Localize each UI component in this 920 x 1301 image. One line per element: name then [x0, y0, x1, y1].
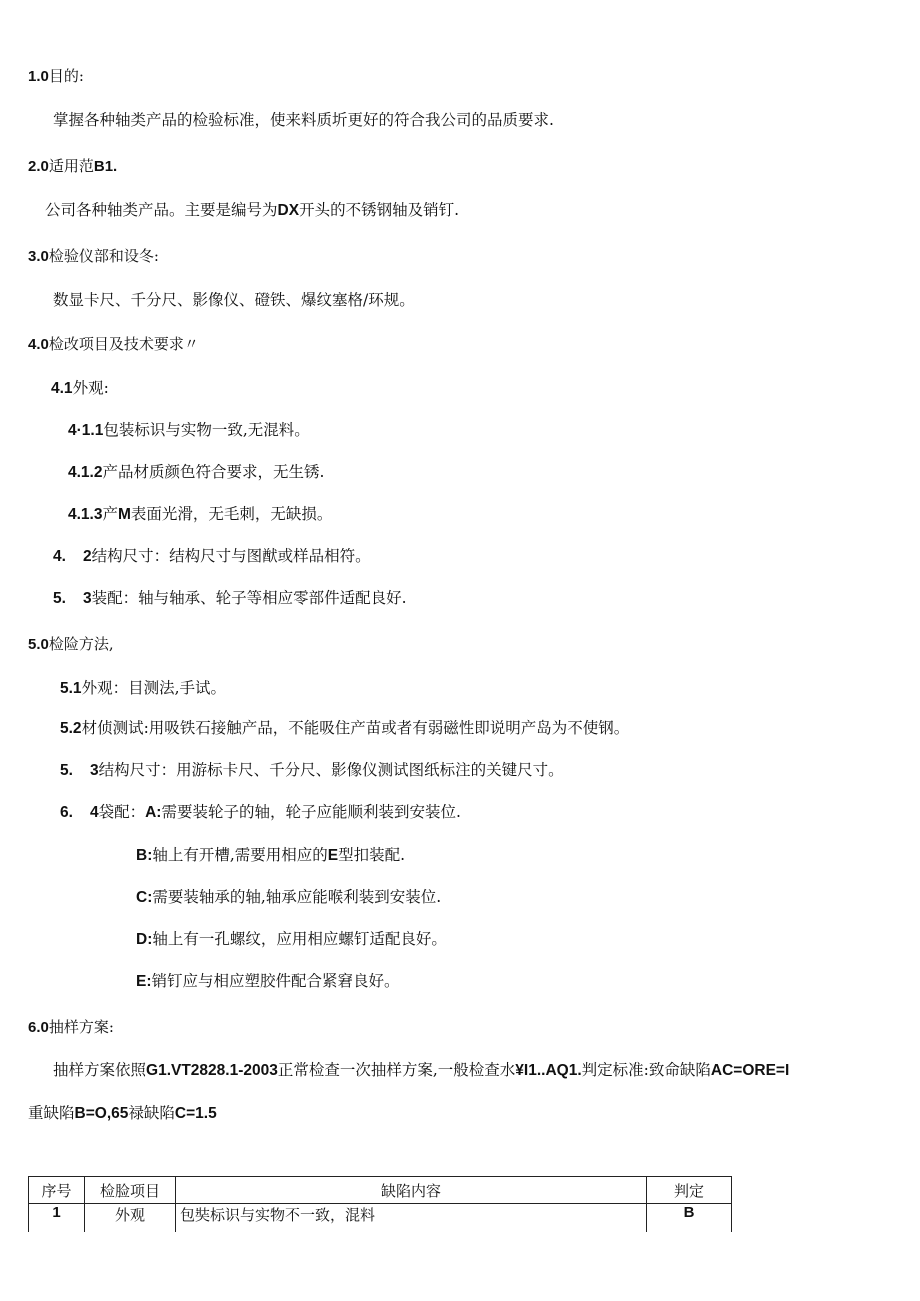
- item-4-1-2: [68, 462, 324, 483]
- section-5-heading: [28, 634, 114, 655]
- cell-judge: B: [647, 1204, 732, 1233]
- section-1-body: 掌握各种轴类产品的检验标准，使来料质圻更好的符合我公司的品质要求.: [53, 111, 554, 129]
- section-title: 抽样方案:: [48, 1018, 114, 1036]
- body-text: 抽样方案依照: [53, 1061, 147, 1079]
- item-4-3: [53, 588, 407, 609]
- section-title: 检险方法,: [48, 635, 114, 653]
- item-4-2: [53, 546, 371, 567]
- sub-text: 需要装轮子的轴，轮子应能顺利装到安装位.: [161, 803, 461, 821]
- sampling-plan-line-2: [28, 1103, 217, 1124]
- header-desc: 缺陷内容: [176, 1177, 647, 1204]
- item-subnumber: 3: [82, 590, 92, 607]
- item-subnumber: 4: [89, 804, 99, 821]
- sub-label: E:: [136, 973, 152, 990]
- section-1-heading: [28, 66, 84, 87]
- sub-text-code: E: [327, 847, 339, 864]
- section-2-heading: [28, 156, 117, 177]
- item-text: 外观:: [72, 379, 109, 397]
- item-number: 5.: [53, 590, 66, 607]
- item-5-2: [60, 718, 629, 739]
- item-text: 材侦测试:用吸铁石接触产品，不能吸住产苗或者有弱磁性即说明产岛为不使钢。: [81, 719, 630, 737]
- section-title: 适用范: [48, 157, 94, 175]
- sub-item-c: [136, 887, 441, 908]
- sub-label: C:: [136, 889, 153, 906]
- body-code: DX: [277, 202, 300, 219]
- item-text: 结构尺寸：用游标卡尺、千分尺、影像仪测试图纸标注的关键尺寸。: [98, 761, 564, 779]
- sampling-plan-line-1: [53, 1060, 789, 1081]
- sub-text: 需要装轴承的轴,轴承应能喉利装到安装位.: [152, 888, 442, 906]
- sub-label: B:: [136, 847, 153, 864]
- sub-label: A:: [145, 804, 162, 821]
- section-3-heading: [28, 246, 159, 267]
- item-number: 4.1: [51, 380, 73, 397]
- sub-text: 型扣装配.: [338, 846, 406, 864]
- table-header-row: [29, 1177, 732, 1204]
- defect-table: [28, 1176, 732, 1232]
- sub-text: 轴上有开槽,需要用相应的: [152, 846, 328, 864]
- item-number: 4.1.3: [68, 506, 103, 523]
- item-subnumber: 2: [82, 548, 92, 565]
- item-text: 表面光滑，无毛刺，无缺损。: [130, 505, 333, 523]
- section-title-suffix: B1.: [93, 158, 118, 175]
- section-number: 2.0: [28, 158, 49, 175]
- item-number: 4.: [53, 548, 66, 565]
- cell-no: 1: [29, 1204, 85, 1233]
- body-text: 正常检查一次抽样方案,一般检查水: [277, 1061, 516, 1079]
- item-text: 产: [102, 505, 118, 523]
- item-text: 袋配：: [98, 803, 146, 821]
- standard-code: G1.VT2828.1-2003: [146, 1062, 278, 1079]
- section-number: 4.0: [28, 336, 49, 353]
- section-number: 1.0: [28, 68, 49, 85]
- major-aql: B=O,65: [74, 1105, 129, 1122]
- table-row: [29, 1204, 732, 1233]
- sub-label: D:: [136, 931, 153, 948]
- section-title: 检改项目及技术要求〃: [48, 335, 199, 353]
- item-text-code: M: [118, 506, 131, 523]
- item-4-1-3: [68, 504, 332, 525]
- cell-desc: 包奘标识与实物不一致，混料: [176, 1204, 647, 1233]
- section-4-heading: [28, 334, 199, 355]
- cell-item: 外观: [85, 1204, 176, 1233]
- item-5-4: [60, 802, 461, 823]
- minor-aql: C=1.5: [174, 1105, 217, 1122]
- item-4-1-1: [68, 420, 310, 441]
- inspection-level: ¥I1..AQ1.: [515, 1062, 582, 1079]
- critical-aql: AC=ORE=I: [710, 1062, 790, 1079]
- header-item: 检脸项目: [85, 1177, 176, 1204]
- header-no: 序号: [29, 1177, 85, 1204]
- body-text: 重缺陷: [28, 1104, 75, 1122]
- sub-item-b: [136, 845, 405, 866]
- item-number: 4·1.1: [68, 422, 104, 439]
- section-title: 检验仪部和设冬:: [48, 247, 159, 265]
- sub-item-d: [136, 929, 447, 950]
- header-judge: 判定: [647, 1177, 732, 1204]
- sub-text: 轴上有一孔螺纹，应用相应螺钉适配良好。: [152, 930, 447, 948]
- item-4-1: [51, 378, 109, 399]
- body-text: 开头的不锈钢轴及销钉.: [299, 201, 459, 219]
- section-number: 6.0: [28, 1019, 49, 1036]
- sub-text: 销钉应与相应塑胶件配合紧窘良好。: [151, 972, 400, 990]
- item-text: 包装标识与实物一致,无混料。: [103, 421, 310, 439]
- body-text: 公司各种轴类产品。主要是编号为: [45, 201, 278, 219]
- section-number: 3.0: [28, 248, 49, 265]
- item-number: 5.1: [60, 680, 82, 697]
- item-subnumber: 3: [89, 762, 99, 779]
- section-3-body: 数显卡尺、千分尺、影像仪、磴铁、爆纹塞格/环规。: [53, 291, 415, 309]
- section-number: 5.0: [28, 636, 49, 653]
- section-2-body: [45, 200, 459, 221]
- body-text: 判定标准:致命缺陷: [581, 1061, 711, 1079]
- section-title: 目的:: [48, 67, 84, 85]
- body-text: 禄缺陷: [128, 1104, 175, 1122]
- item-text: 产品材质颜色符合要求，无生锈.: [102, 463, 325, 481]
- section-6-heading: [28, 1017, 114, 1038]
- sub-item-e: [136, 971, 400, 992]
- item-5-1: [60, 678, 226, 699]
- item-text: 结构尺寸：结构尺寸与图猷或样品相符。: [91, 547, 371, 565]
- item-number: 4.1.2: [68, 464, 103, 481]
- item-text: 外观：目测法,手试。: [81, 679, 226, 697]
- item-number: 6.: [60, 804, 73, 821]
- item-5-3: [60, 760, 564, 781]
- item-number: 5.2: [60, 720, 82, 737]
- item-number: 5.: [60, 762, 73, 779]
- item-text: 装配：轴与轴承、轮子等相应零部件适配良好.: [91, 589, 407, 607]
